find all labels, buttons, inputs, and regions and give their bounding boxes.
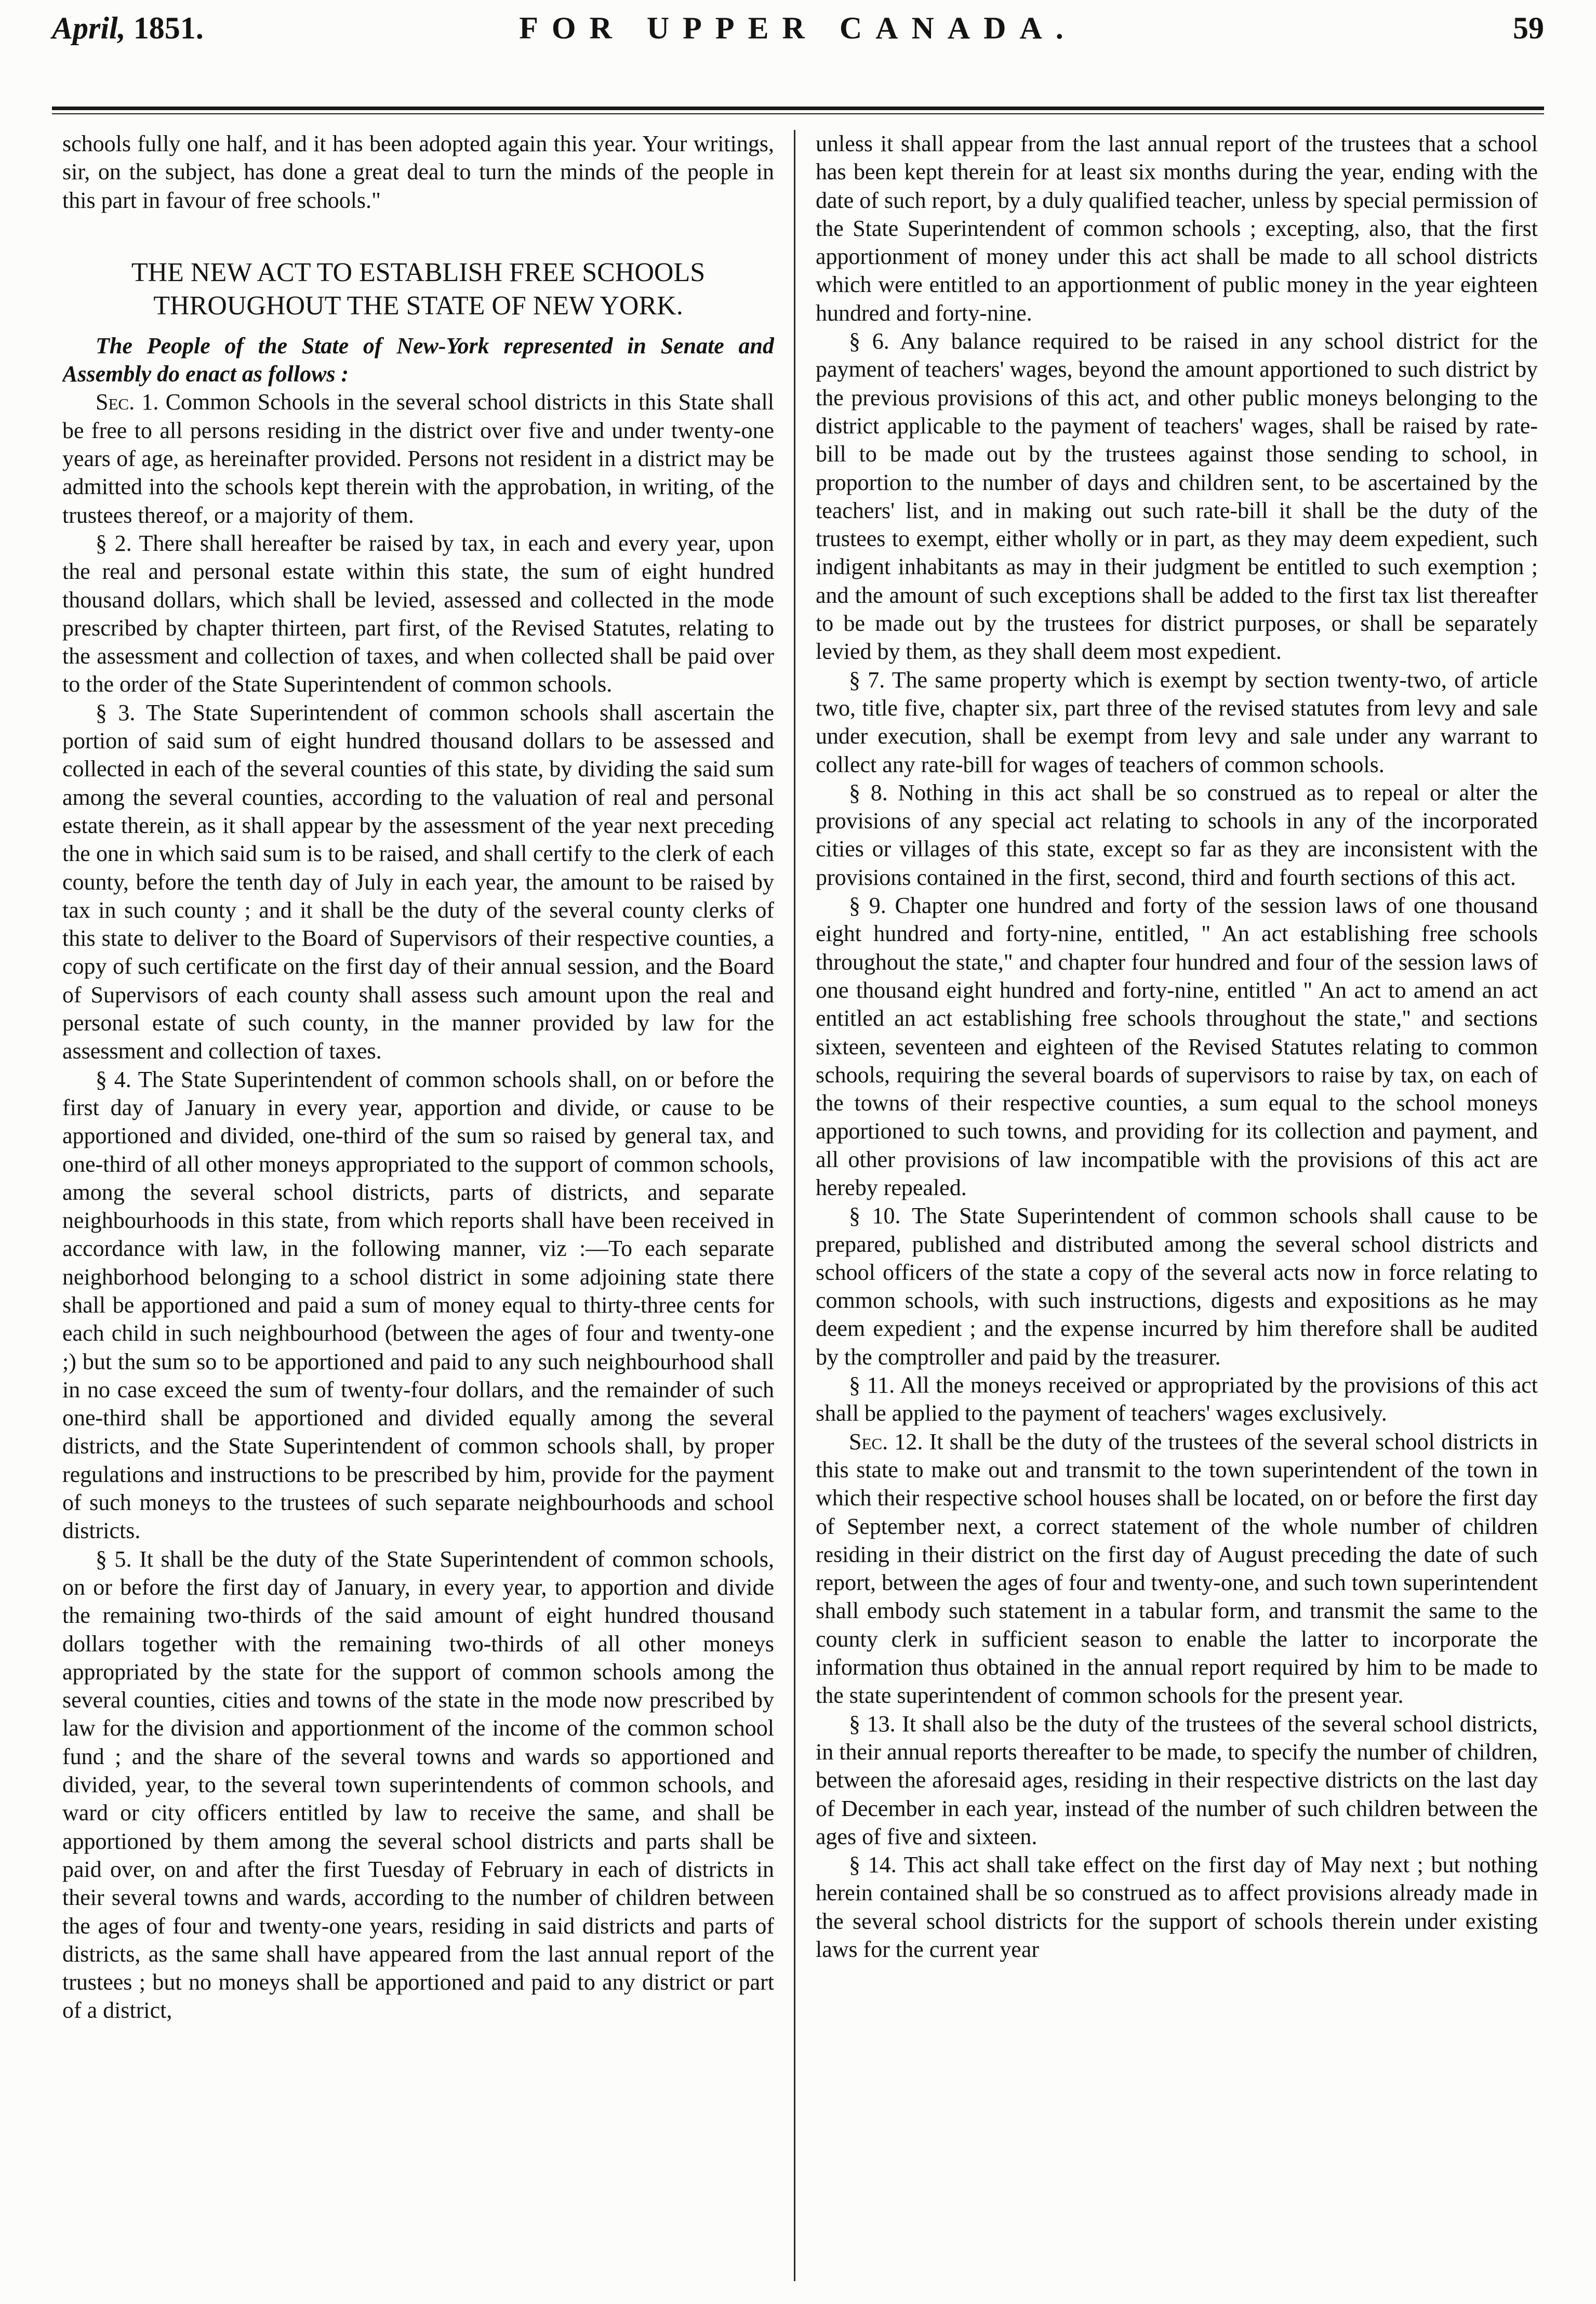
header-year: 1851. [133,11,204,45]
article-title-line-2: THROUGHOUT THE STATE OF NEW YORK. [153,290,683,321]
page-number: 59 [1513,11,1544,45]
article-title [62,256,774,323]
section-8: § 8. Nothing in this act shall be so construed as to repeal or alter the provisions of any special act relating to schools in any of the incorporated cities or villages of this state, except so far as they are inconsistent with the provisions contained in the first, second, third and fourth sections of this act. [816,779,1538,890]
header-title: FOR UPPER CANADA. [519,11,1077,45]
section-7: § 7. The same property which is exempt by section twenty-two, of article two, title five, chapter six, part three of the revised statutes from levy and sale under execution, shall be exempt from levy and sale under any warrant to collect any rate-bill for wages of teachers of common schools. [816,667,1538,777]
running-header [52,10,1544,88]
section-10: § 10. The State Superintendent of common schools shall cause to be prepared, published and distributed among the several school districts and school officers of the state a copy of the several acts now in force relating to common schools, with such instructions, digests and expositions as he may deem expedient ; and the expense incurred by him therefore shall be audited by the comptroller and paid by the treasurer. [816,1203,1538,1370]
intro-paragraph: schools fully one half, and it has been adopted again this year. Your writings, sir, on the subject, has done a great deal to turn the minds of the people in this part in favour of free schools." [62,131,774,213]
enacting-clause: The People of the State of New-York represented in Senate and Assembly do enact as follows : [62,333,774,387]
section-4: § 4. The State Superintendent of common schools shall, on or before the first day of January in every year, apportion and divide, or cause to be apportioned and divided, one-third of the sum so raised by general tax, and one-third of all other moneys appropriated to the support of common schools, among the several school districts, parts of districts, and separate neighbourhoods in this state, from which reports shall have been received in accordance with law, in the following manner, viz :—To each separate neighborhood belonging to a school district in some adjoining state there shall be apportioned and paid a sum of money equal to thirty-three cents for each child in such neighbourhood (between the ages of four and twenty-one ;) but the sum so to be apportioned and paid to any such neighbourhood shall in no case exceed the sum of twenty-four dollars, and the remainder of such one-third shall be apportioned and divided equally among the several districts, and the State Superintendent of common schools shall, by proper regulations and instructions to be prescribed by him, provide for the payment of such moneys to the trustees of such separate neighbourhoods and school districts. [62,1066,774,1544]
section-12-label: Sec. 12. [849,1428,923,1454]
section-1 [62,388,774,529]
right-column [816,130,1538,2286]
section-12-text: It shall be the duty of the trustees of the several school districts in this state to make out and transmit to the town superintendent of the town in which their respective school houses shall be located, on or before the first day of September next, a correct statement of the whole number of children residing in their district on the first day of August preceding the date of such report, between the ages of four and twenty-one, and such town superintendent shall embody such statement in a tabular form, and transmit the same to the county clerk in sufficient season to enable the latter to incorporate the information thus obtained in the annual report required by him to be made to the state superintendent of common schools for the present year. [816,1428,1538,1709]
section-5: § 5. It shall be the duty of the State Superintendent of common schools, on or before the first day of January, in every year, to apportion and divide the remaining two-thirds of the said amount of eight hundred thousand dollars together with the remaining two-thirds of all other moneys appropriated by the state for the support of common schools among the several counties, cities and towns of the state in the mode now prescribed by law for the division and apportionment of the income of the common school fund ; and the share of the several towns and wards so apportioned and divided, year, to the several town superintendents of common schools, and ward or city officers entitled by law to receive the same, and shall be apportioned by them among the several school districts and parts shall be paid over, on and after the first Tuesday of February in each of districts in their several towns and wards, according to the number of children between the ages of four and twenty-one years, residing in said districts and parts of districts, as the same shall have appeared from the last annual report of the trustees ; but no moneys shall be apportioned and paid to any district or part of a district, [62,1546,774,2023]
header-rule-thick [52,107,1544,110]
article-title-line-1: THE NEW ACT TO ESTABLISH FREE SCHOOLS [131,257,706,287]
section-11: § 11. All the moneys received or appropriated by the provisions of this act shall be applied to the payment of teachers' wages exclusively. [816,1372,1538,1426]
section-3: § 3. The State Superintendent of common schools shall ascertain the portion of said sum of eight hundred thousand dollars to be assessed and collected in each of the several counties of this state, by dividing the said sum among the several counties, according to the valuation of real and personal estate therein, as it shall appear by the assessment of the year next preceding the one in which said sum is to be raised, and shall certify to the clerk of each county, before the tenth day of July in each year, the amount to be raised by tax in such county ; and it shall be the duty of the several county clerks of this state to deliver to the Board of Supervisors of their respective counties, a copy of such certificate on the first day of their annual session, and the Board of Supervisors of each county shall assess such amount upon the real and personal estate of such county, in the manner provided by law for the assessment and collection of taxes. [62,699,774,1064]
section-12 [816,1428,1538,1710]
left-column [62,130,774,2286]
section-5-continued: unless it shall appear from the last annual report of the trustees that a school has been kept therein for at least six months during the year, ending with the date of such report, by a duly qualified teacher, unless by special permission of the State Superintendent of common schools ; excepting, also, that the first apportionment of money under this act shall be made to all school districts which were entitled to an apportionment of public money in the year eighteen hundred and forty-nine. [816,131,1538,326]
section-6: § 6. Any balance required to be raised in any school district for the payment of teachers' wages, beyond the amount apportioned to such district by the previous provisions of this act, and other public moneys belonging to the district applicable to the payment of teachers' wages, shall be raised by rate-bill to be made out by the trustees against those sending to school, in proportion to the number of days and children sent, to be ascertained by the teachers' list, and in making out such rate-bill it shall be the duty of the trustees to exempt, either wholly or in part, as they may deem expedient, such indigent inhabitants as may in their judgment be entitled to such exemption ; and the amount of such exceptions shall be added to the first tax list thereafter to be made out by the trustees for district purposes, or shall be separately levied by them, as they shall deem most expedient. [816,328,1538,665]
section-1-label: Sec. 1. [96,389,159,415]
section-2: § 2. There shall hereafter be raised by tax, in each and every year, upon the real and personal estate within this state, the sum of eight hundred thousand dollars, which shall be levied, assessed and collected in the mode prescribed by chapter thirteen, part first, of the Revised Statutes, relating to the assessment and collection of taxes, and when collected shall be paid over to the order of the State Superintendent of common schools. [62,530,774,697]
section-13: § 13. It shall also be the duty of the trustees of the several school districts, in their annual reports thereafter to be made, to specify the number of children, between the aforesaid ages, residing in their respective districts on the last day of December in each year, instead of the number of such children between the ages of five and sixteen. [816,1711,1538,1849]
column-divider [794,130,795,2281]
section-9: § 9. Chapter one hundred and forty of the session laws of one thousand eight hundred and forty-nine, entitled, " An act establishing free schools throughout the state," and chapter four hundred and four of the session laws of one thousand eight hundred and forty-nine, entitled " An act to amend an act entitled an act establishing free schools throughout the state," and sections sixteen, seventeen and eighteen of the Revised Statutes relating to common schools, requiring the several boards of supervisors to raise by tax, on each of the towns of their respective counties, a sum equal to the school moneys apportioned to such towns, and providing for its collection and payment, and all other provisions of law incompatible with the provisions of this act are hereby repealed. [816,893,1538,1200]
section-14: § 14. This act shall take effect on the first day of May next ; but nothing herein contained shall be so construed as to affect provisions already made in the several school districts for the support of schools therein under existing laws for the current year [816,1852,1538,1962]
section-1-text: Common Schools in the several school districts in this State shall be free to all persons residing in the district over five and under twenty-one years of age, as hereinafter provided. Persons not resident in a district may be admitted into the schools kept therein with the approbation, in writing, of the trustees thereof, or a majority of them. [62,389,774,528]
header-rule-thin [52,113,1544,114]
header-month: April, [52,11,126,45]
